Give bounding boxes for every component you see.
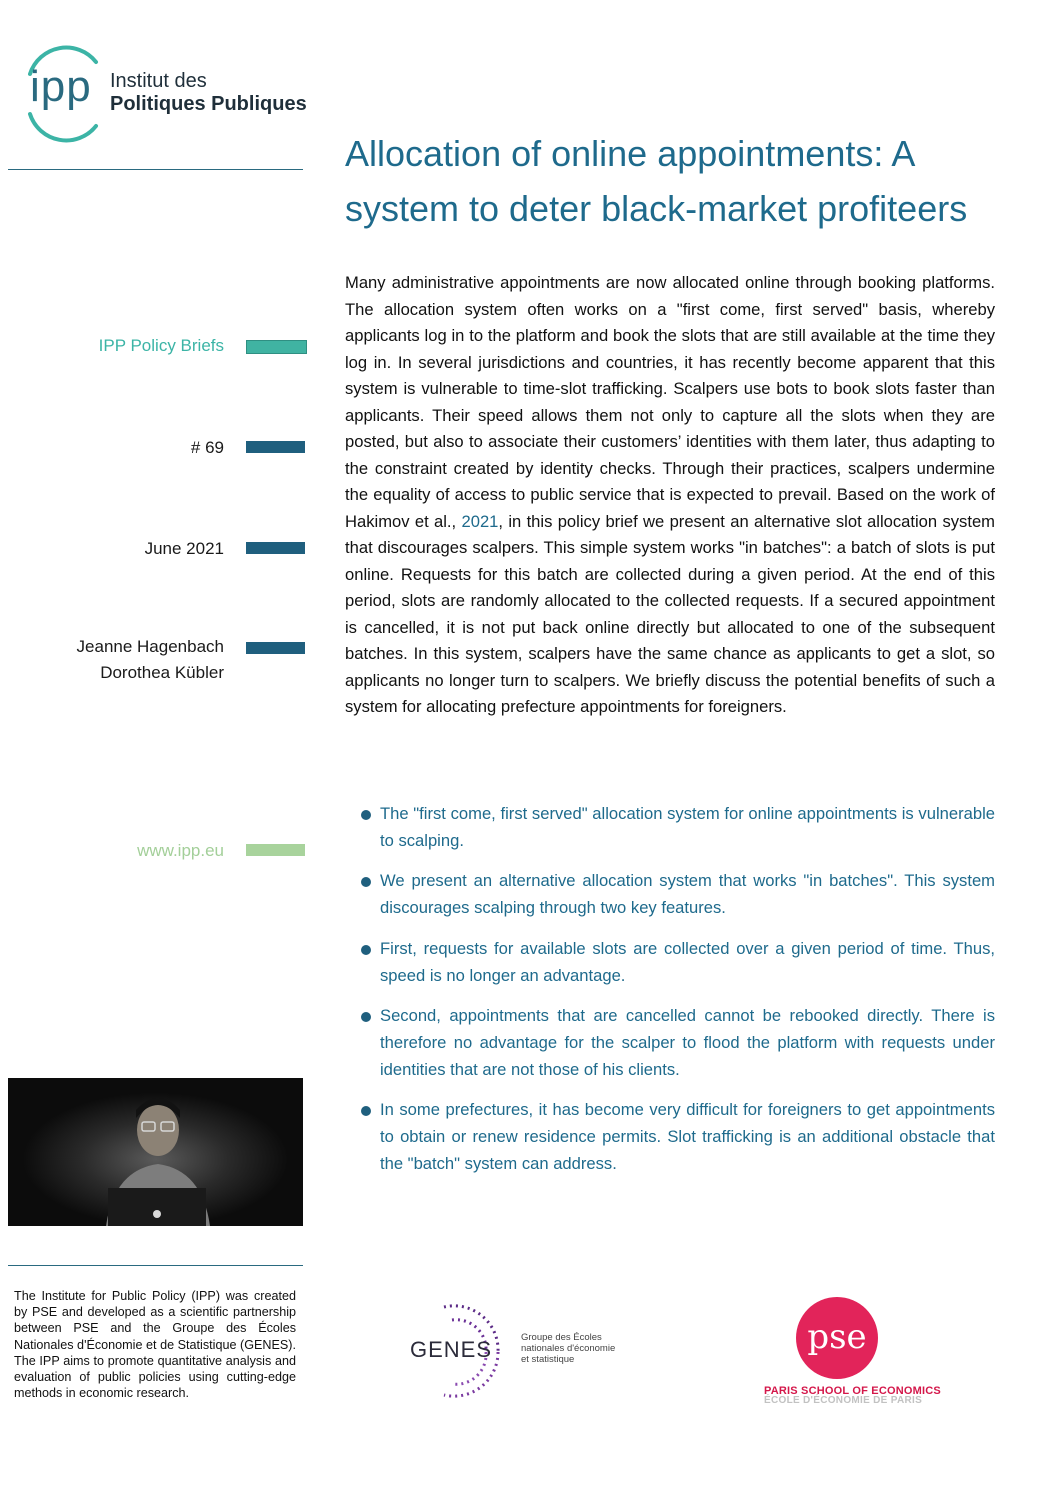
key-point-text: In some prefectures, it has become very difficult for foreigners to get appointments to obtain or renew residence permits. Slot trafficking is an additional obstacle that the "batch" system can address. — [380, 1100, 995, 1173]
key-point — [358, 868, 995, 921]
key-points-list — [358, 801, 995, 1191]
brief-number: # 69 — [190, 438, 224, 457]
series-bar — [246, 340, 307, 354]
abstract-text: , in this policy brief we present an alternative slot allocation system that discourages scalpers. This simple system works "in batches": a batch of slots is put online. Requests for this batch are collected during a given period. At the end of this period, slots are randomly allocated to the collected requests. If a secured appointment is cancelled, it is not put back online directly but allocated to one of the subsequent batches. In this system, scalpers have the same chance as applicants to get a slot, so applicants no longer turn to scalpers. We briefly discuss the potential benefits of such a system for allocating prefecture appointments for foreigners. — [345, 511, 996, 716]
about-ipp: The Institute for Public Policy (IPP) was created by PSE and developed as a scientific partnership between PSE and the Groupe des Écoles Nationales d'Économie et de Statistique (GENES). The IPP aims to promote quantitative analysis and evaluation of public policies using cutting-edge methods in economic research. — [14, 1289, 296, 1401]
logo-name-line1: Institut des — [110, 70, 207, 92]
citation-link[interactable]: 2021 — [461, 511, 499, 531]
abstract-text: Many administrative appointments are now allocated online through booking platforms. The allocation system often works on a "first come, first served" basis, whereby applicants log in to the platform and book the slots that are still available at the time they log in. In several jurisdictions and countries, it has recently become apparent that this system is vulnerable to time-slot trafficking. Scalpers use bots to book slots faster than applicants. Their speed allows them not only to capture all the slots when they are posted, but also to associate their customers’ identities with them later, thus adapting to the constraint created by identity checks. Through their practices, scalpers undermine the equality of access to public service that is expected to prevail. Based on the work of Hakimov et al., — [345, 273, 995, 531]
logo-name-line2: Politiques Publiques — [110, 93, 307, 115]
key-point-text: First, requests for available slots are collected over a given period of time. Thus, speed is no longer an advantage. — [380, 938, 995, 985]
bullet-dot-icon — [361, 1012, 371, 1022]
website-link[interactable]: www.ipp.eu — [137, 841, 224, 860]
pse-name-english: PARIS SCHOOL OF ECONOMICS — [764, 1385, 941, 1397]
author-name: Jeanne Hagenbach — [76, 637, 224, 656]
author-name: Dorothea Kübler — [100, 663, 224, 682]
key-point — [358, 801, 995, 854]
genes-subtitle-line: et statistique — [521, 1354, 575, 1365]
url-bar — [246, 844, 305, 856]
date-bar — [246, 542, 305, 554]
pse-name-french: ÉCOLE D'ÉCONOMIE DE PARIS — [764, 1395, 923, 1406]
genes-subtitle-line: Groupe des Écoles — [521, 1332, 602, 1343]
bullet-dot-icon — [361, 945, 371, 955]
photo-laptop-user — [8, 1078, 303, 1226]
genes-wordmark: GENES — [410, 1337, 493, 1362]
page-title: Allocation of online appointments: A system to deter black-market profiteers — [345, 133, 968, 229]
key-point — [358, 936, 995, 989]
key-point — [358, 1097, 995, 1177]
bullet-dot-icon — [361, 1106, 371, 1116]
key-point — [358, 1003, 995, 1083]
key-point-text: We present an alternative allocation system that works "in batches". This system discourages scalping through two key features. — [380, 871, 995, 918]
genes-subtitle — [521, 1332, 621, 1365]
abstract-paragraph — [345, 270, 995, 721]
divider-top — [8, 169, 303, 170]
divider-bottom — [8, 1265, 303, 1266]
bullet-dot-icon — [361, 810, 371, 820]
logo-mark: ipp — [30, 62, 92, 111]
number-bar — [246, 441, 305, 453]
publication-date: June 2021 — [144, 539, 224, 558]
bullet-dot-icon — [361, 877, 371, 887]
genes-subtitle-line: nationales d'économie — [521, 1343, 616, 1354]
authors-bar — [246, 642, 305, 654]
series-label: IPP Policy Briefs — [98, 336, 224, 355]
pse-logo — [795, 1296, 879, 1380]
key-point-text: Second, appointments that are cancelled cannot be rebooked directly. There is therefore no advantage for the scalper to flood the platform with requests under identities that are not those of his clients. — [380, 1006, 995, 1079]
authors — [77, 634, 224, 686]
key-point-text: The "first come, first served" allocation system for online appointments is vulnerable to scalping. — [380, 804, 995, 850]
pse-mark: pse — [807, 1317, 867, 1357]
